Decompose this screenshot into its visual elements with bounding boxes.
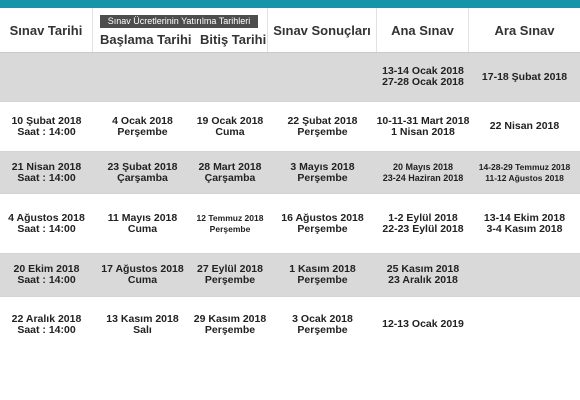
table-header xyxy=(0,8,580,53)
result-day: Perşembe xyxy=(297,125,348,138)
exam-date-cell xyxy=(0,152,93,193)
end-date: 19 Ocak 2018 xyxy=(196,114,264,127)
ana-sinav-date-1: 25 Kasım 2018 xyxy=(386,263,460,275)
ara-sinav-cell xyxy=(469,194,580,253)
end-day: Çarşamba xyxy=(204,171,256,184)
exam-schedule-table xyxy=(0,8,580,352)
start-date: 17 Ağustos 2018 xyxy=(101,263,184,275)
exam-date-cell xyxy=(0,297,93,352)
start-date-cell xyxy=(93,254,192,296)
ana-sinav-date-2: 23-24 Haziran 2018 xyxy=(382,172,464,183)
start-date-cell xyxy=(93,53,192,101)
result-date: 22 Şubat 2018 xyxy=(287,114,358,127)
table-row xyxy=(0,194,580,254)
table-row xyxy=(0,152,580,194)
end-day: Cuma xyxy=(215,125,245,138)
result-date-cell xyxy=(268,102,377,151)
exam-time: Saat : 14:00 xyxy=(17,171,76,184)
ana-sinav-date-2: 23 Aralık 2018 xyxy=(388,274,458,286)
start-date-cell xyxy=(93,102,192,151)
exam-time: Saat : 14:00 xyxy=(17,125,76,138)
ana-sinav-cell xyxy=(377,297,469,352)
exam-date: 21 Nisan 2018 xyxy=(11,160,82,173)
exam-time: Saat : 14:00 xyxy=(17,323,76,336)
end-day: Perşembe xyxy=(204,323,256,336)
ana-sinav-cell xyxy=(377,53,469,101)
table-row xyxy=(0,297,580,352)
ara-sinav-cell xyxy=(469,53,580,101)
start-day: Salı xyxy=(133,323,152,336)
ana-sinav-date-1: 10-11-31 Mart 2018 xyxy=(376,114,470,127)
ara-sinav-cell xyxy=(469,102,580,151)
header-sinav-sonuclari: Sınav Sonuçları xyxy=(268,8,377,52)
ara-sinav-date-1: 22 Nisan 2018 xyxy=(489,120,560,132)
exam-date: 4 Ağustos 2018 xyxy=(8,211,85,224)
result-date-cell xyxy=(268,152,377,193)
ana-sinav-date-1: 12-13 Ocak 2019 xyxy=(382,318,464,330)
exam-date-cell xyxy=(0,53,93,101)
ana-sinav-date-2: 22-23 Eylül 2018 xyxy=(382,222,464,235)
exam-date: 20 Ekim 2018 xyxy=(13,263,80,275)
ana-sinav-date-1: 20 Mayıs 2018 xyxy=(392,161,454,172)
ara-sinav-date-2: 3-4 Kasım 2018 xyxy=(486,222,563,235)
exam-date-cell xyxy=(0,102,93,151)
result-date: 16 Ağustos 2018 xyxy=(281,211,364,224)
header-ara-sinav: Ara Sınav xyxy=(494,22,555,38)
start-date-cell xyxy=(93,297,192,352)
result-day: Perşembe xyxy=(297,323,348,336)
start-day: Perşembe xyxy=(117,125,168,138)
ana-sinav-cell xyxy=(377,152,469,193)
result-date-cell xyxy=(268,297,377,352)
header-ana-sinav: Ana Sınav xyxy=(377,8,469,52)
start-date-cell xyxy=(93,152,192,193)
header-sinav-tarihi: Sınav Tarihi xyxy=(0,8,93,52)
ara-sinav-cell xyxy=(469,254,580,296)
start-date: 23 Şubat 2018 xyxy=(107,160,178,173)
result-date-cell xyxy=(268,254,377,296)
start-day: Çarşamba xyxy=(117,171,168,184)
exam-time: Saat : 14:00 xyxy=(17,274,76,286)
ara-sinav-date-1: 13-14 Ekim 2018 xyxy=(483,211,566,224)
result-date: 1 Kasım 2018 xyxy=(289,263,356,275)
table-row xyxy=(0,102,580,152)
end-date-cell xyxy=(192,102,268,151)
start-day: Cuma xyxy=(127,222,158,235)
exam-time: Saat : 14:00 xyxy=(17,222,76,235)
start-date: 13 Kasım 2018 xyxy=(106,312,179,325)
exam-date: 10 Şubat 2018 xyxy=(11,114,82,127)
end-day: Perşembe xyxy=(209,223,251,234)
end-date: 12 Temmuz 2018 xyxy=(196,212,264,223)
result-day: Perşembe xyxy=(297,171,348,184)
ana-sinav-date-1: 13-14 Ocak 2018 xyxy=(382,65,464,77)
end-date: 29 Kasım 2018 xyxy=(193,312,267,325)
end-date: 28 Mart 2018 xyxy=(198,160,262,173)
start-date: 11 Mayıs 2018 xyxy=(107,211,178,224)
start-date: 4 Ocak 2018 xyxy=(112,114,173,127)
table-row xyxy=(0,254,580,297)
ara-sinav-date-1: 17-18 Şubat 2018 xyxy=(481,70,568,83)
fee-payment-group-label: Sınav Ücretlerinin Yatırılma Tarihleri xyxy=(100,15,258,28)
exam-date: 22 Aralık 2018 xyxy=(11,312,82,325)
exam-date-cell xyxy=(0,254,93,296)
result-day: Perşembe xyxy=(297,222,348,235)
table-row xyxy=(0,53,580,102)
start-day: Cuma xyxy=(127,274,158,286)
end-date: 27 Eylül 2018 xyxy=(197,263,263,275)
ana-sinav-cell xyxy=(377,254,469,296)
result-date-cell xyxy=(268,53,377,101)
ana-sinav-date-2: 27-28 Ocak 2018 xyxy=(382,76,464,88)
ara-sinav-cell xyxy=(469,297,580,352)
result-date-cell xyxy=(268,194,377,253)
ana-sinav-date-1: 1-2 Eylül 2018 xyxy=(388,211,458,224)
end-date-cell xyxy=(192,194,268,253)
start-date-cell xyxy=(93,194,192,253)
end-date-cell xyxy=(192,53,268,101)
end-date-cell xyxy=(192,152,268,193)
result-date: 3 Ocak 2018 xyxy=(292,312,353,325)
end-date-cell xyxy=(192,254,268,296)
end-date-cell xyxy=(192,297,268,352)
ana-sinav-cell xyxy=(377,102,469,151)
ana-sinav-cell xyxy=(377,194,469,253)
result-day: Perşembe xyxy=(297,274,348,286)
ana-sinav-date-2: 1 Nisan 2018 xyxy=(391,125,455,138)
top-accent-bar xyxy=(0,0,580,8)
result-date: 3 Mayıs 2018 xyxy=(290,160,355,173)
header-bitis-tarihi: Bitiş Tarihi xyxy=(200,32,267,47)
exam-date-cell xyxy=(0,194,93,253)
ara-sinav-date-2: 11-12 Ağustos 2018 xyxy=(485,172,564,183)
ara-sinav-date-1: 14-28-29 Temmuz 2018 xyxy=(478,161,571,172)
end-day: Perşembe xyxy=(204,274,256,286)
ara-sinav-cell xyxy=(469,152,580,193)
header-baslama-tarihi: Başlama Tarihi xyxy=(100,32,192,47)
